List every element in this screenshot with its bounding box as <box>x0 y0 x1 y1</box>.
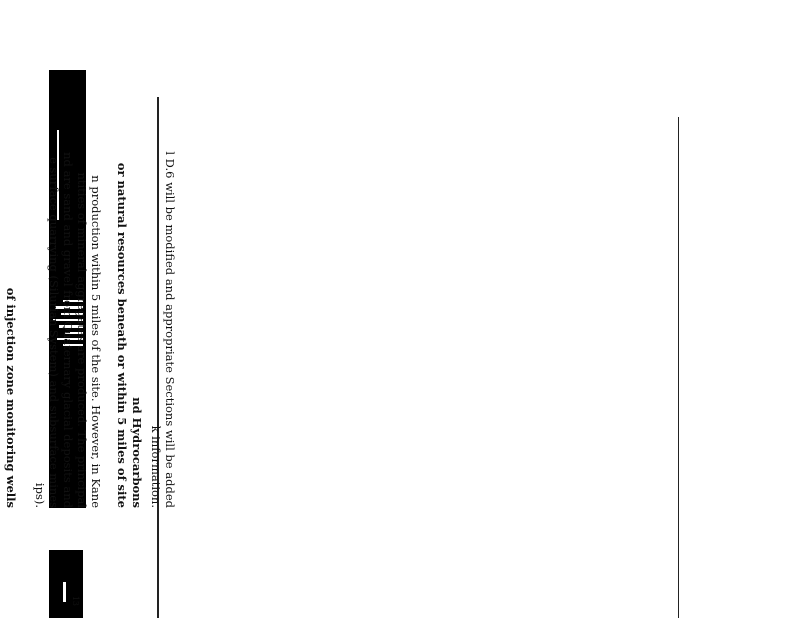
body-line: k information. <box>149 425 163 508</box>
body-line: e surface quarrying (Silurian System) and subsurface mines <box>47 157 61 508</box>
body-line: nd are sand and gravel from Quaternary glacial deposits and <box>61 152 75 508</box>
section-heading: of injection zone monitoring wells <box>4 287 18 508</box>
section-heading: nd Hydrocarbons <box>130 397 144 508</box>
body-line: ntities of mineral aggregates are produced. The principal <box>75 172 89 508</box>
section-heading: or natural resources beneath or within 5 miles of site <box>115 162 129 508</box>
body-line: n production within 5 miles of the site. However, in Kane <box>89 175 103 508</box>
body-line: l D.6 will be modified and appropriate Sections will be added <box>163 151 177 508</box>
body-line: ips). <box>33 482 47 508</box>
page-ref: 13 <box>71 595 80 606</box>
